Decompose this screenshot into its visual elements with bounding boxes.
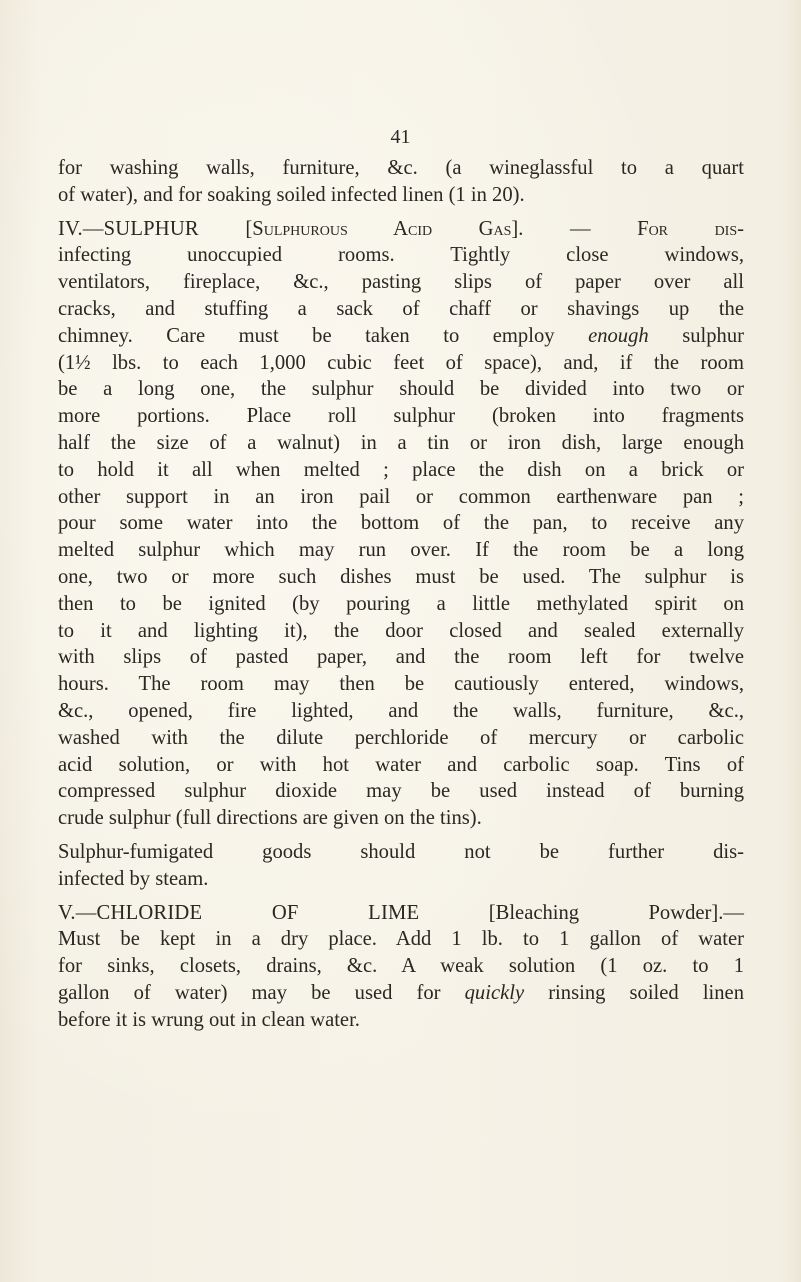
text-line: to hold it all when melted ; place the dish on a brick or	[58, 458, 744, 481]
text-line: pour some water into the bottom of the pan, to receive any	[58, 512, 744, 535]
page-number: 41	[390, 126, 411, 148]
text-fragment: gallon of water) may be used for	[58, 981, 441, 1004]
paragraph-fumigated-goods	[58, 839, 744, 893]
paragraph-sulphur	[58, 216, 744, 832]
text-line: to it and lighting it), the door closed and sealed externally	[58, 619, 744, 642]
text-fragment: rinsing soiled linen	[548, 981, 744, 1004]
text-line: Must be kept in a dry place. Add 1 lb. to 1 gallon of water	[58, 928, 744, 951]
text-line: compressed sulphur dioxide may be used instead of burning	[58, 780, 744, 803]
text-fragment: sulphur	[682, 324, 744, 347]
text-line	[58, 980, 744, 1007]
text-line	[58, 216, 744, 243]
text-line: melted sulphur which may run over. If the room be a long	[58, 539, 744, 562]
text-line: for sinks, closets, drains, &c. A weak solution (1 oz. to 1	[58, 955, 744, 978]
text-line: Sulphur-fumigated goods should not be further dis-	[58, 840, 744, 863]
text-line: other support in an iron pail or common earthenware pan ;	[58, 485, 744, 508]
text-line: be a long one, the sulphur should be divided into two or	[58, 378, 744, 401]
section-subheading-chloride: [Bleaching Powder].—	[488, 901, 744, 924]
text-line: for washing walls, furniture, &c. (a wineglassful to a quart	[58, 157, 744, 179]
text-fragment: chimney. Care must be taken to employ	[58, 324, 555, 347]
text-line: crude sulphur (full directions are given on the tins).	[58, 807, 482, 830]
emphasis-enough: enough	[588, 324, 649, 347]
text-line	[58, 900, 744, 927]
text-line: cracks, and stuffing a sack of chaff or shavings up the	[58, 297, 744, 320]
paragraph-washing	[58, 155, 744, 209]
section-heading-chloride: V.—CHLORIDE OF LIME	[58, 901, 420, 924]
text-line: hours. The room may then be cautiously entered, windows,	[58, 673, 744, 696]
text-line: washed with the dilute perchloride of mercury or carbolic	[58, 726, 744, 749]
text-line: infected by steam.	[58, 867, 209, 890]
text-line: half the size of a walnut) in a tin or iron dish, large enough	[58, 431, 744, 454]
text-line: one, two or more such dishes must be used. The sulphur is	[58, 565, 744, 588]
section-heading-sulphur: IV.—SULPHUR	[58, 217, 199, 240]
section-subheading-sulphur: [Sulphurous Acid Gas]. — For dis-	[245, 217, 744, 240]
emphasis-quickly: quickly	[464, 981, 525, 1004]
text-line: of water), and for soaking soiled infected linen (1 in 20).	[58, 183, 525, 206]
text-line: more portions. Place roll sulphur (broken into fragments	[58, 405, 744, 428]
text-line: &c., opened, fire lighted, and the walls, furniture, &c.,	[58, 699, 744, 722]
text-line: ventilators, fireplace, &c., pasting slips of paper over all	[58, 271, 744, 294]
text-line: (1½ lbs. to each 1,000 cubic feet of space), and, if the room	[58, 351, 744, 374]
text-line: infecting unoccupied rooms. Tightly close windows,	[58, 244, 744, 267]
paragraph-chloride-of-lime	[58, 900, 744, 1034]
text-line: then to be ignited (by pouring a little methylated spirit on	[58, 592, 744, 615]
text-line: acid solution, or with hot water and carbolic soap. Tins of	[58, 753, 744, 776]
body-text	[58, 155, 744, 1041]
text-line: before it is wrung out in clean water.	[58, 1008, 360, 1031]
text-line: with slips of pasted paper, and the room left for twelve	[58, 646, 744, 669]
text-line	[58, 323, 744, 350]
